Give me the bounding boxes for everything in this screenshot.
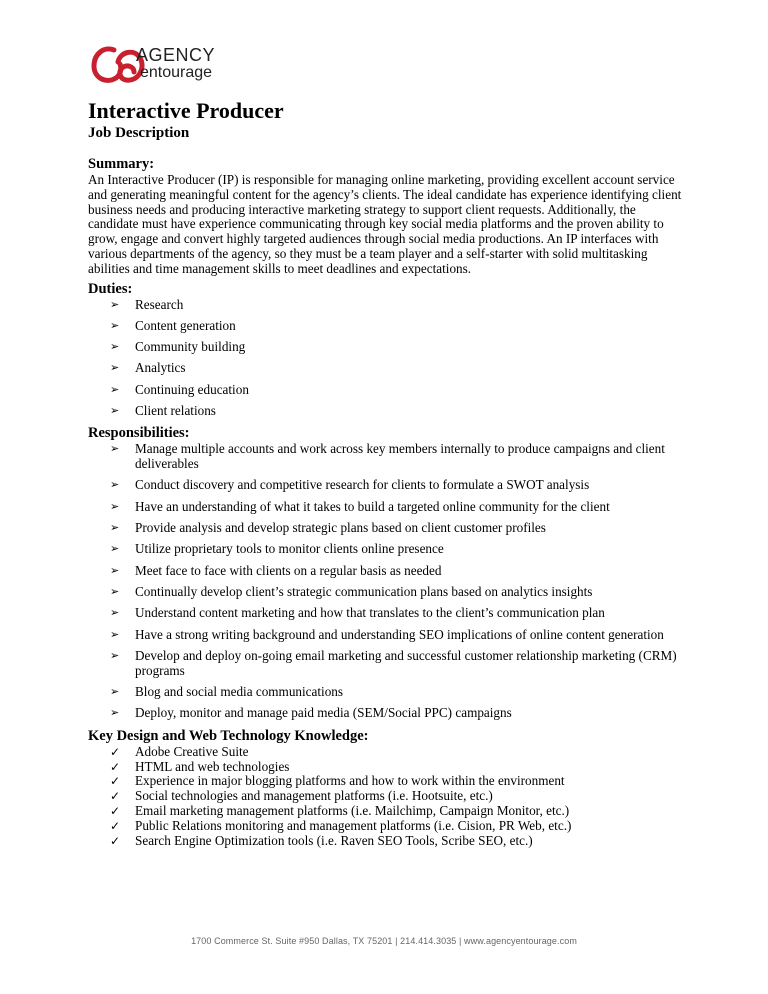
checkmark-icon: ✓ (110, 819, 121, 834)
list-item: ➢ Research (110, 296, 184, 312)
arrow-bullet-icon: ➢ (110, 563, 120, 577)
arrow-bullet-icon: ➢ (110, 627, 120, 641)
list-item: ✓ Adobe Creative Suite (110, 743, 249, 759)
arrow-bullet-icon: ➢ (110, 684, 120, 698)
arrow-bullet-icon: ➢ (110, 361, 120, 375)
list-item: ➢ Client relations (110, 403, 216, 419)
list-item: ➢ Manage multiple accounts and work across key members internally to produce campaigns and client deliverables (110, 441, 665, 472)
list-item: ➢ Deploy, monitor and manage paid media (SEM/Social PPC) campaigns (110, 705, 512, 721)
page-subtitle: Job Description (88, 125, 190, 141)
duties-section (88, 281, 688, 419)
list-item: ✓ Experience in major blogging platforms and how to work within the environment (110, 773, 565, 789)
checkmark-icon: ✓ (110, 804, 121, 819)
list-item: ➢ Develop and deploy on-going email marketing and successful customer relationship marketing (CRM) programs (110, 647, 677, 678)
arrow-bullet-icon: ➢ (110, 542, 120, 556)
list-item: ✓ HTML and web technologies (110, 758, 290, 774)
duties-list (88, 298, 688, 419)
list-item: ➢ Continually develop client’s strategic communication plans based on analytics insights (110, 583, 593, 599)
list-item: ➢ Meet face to face with clients on a regular basis as needed (110, 562, 442, 578)
checkmark-icon: ✓ (110, 759, 121, 774)
arrow-bullet-icon: ➢ (110, 499, 120, 513)
arrow-bullet-icon: ➢ (110, 521, 120, 535)
responsibilities-heading: Responsibilities: (88, 425, 190, 442)
list-item: ✓ Email marketing management platforms (i.e. Mailchimp, Campaign Monitor, etc.) (110, 803, 570, 819)
checkmark-icon: ✓ (110, 834, 121, 849)
list-item: ✓ Social technologies and management platforms (i.e. Hootsuite, etc.) (110, 788, 493, 804)
checkmark-icon: ✓ (110, 789, 121, 804)
page-title: Interactive Producer (88, 98, 284, 123)
responsibilities-section (88, 425, 688, 721)
arrow-bullet-icon: ➢ (110, 297, 120, 311)
arrow-bullet-icon: ➢ (110, 404, 120, 418)
list-item: ➢ Utilize proprietary tools to monitor clients online presence (110, 541, 444, 557)
checkmark-icon: ✓ (110, 744, 121, 759)
page-footer: 1700 Commerce St. Suite #950 Dallas, TX 75201 | 214.414.3035 | www.agencyentourage.com (191, 936, 577, 946)
arrow-bullet-icon: ➢ (110, 340, 120, 354)
duties-heading: Duties: (88, 280, 133, 297)
list-item: ➢ Have an understanding of what it takes to build a targeted online community for the client (110, 498, 610, 514)
list-item: ➢ Content generation (110, 317, 236, 333)
arrow-bullet-icon: ➢ (110, 606, 120, 620)
agency-entourage-logo (90, 40, 250, 90)
arrow-bullet-icon: ➢ (110, 584, 120, 598)
list-item: ➢ Analytics (110, 360, 186, 376)
list-item: ➢ Community building (110, 339, 246, 355)
arrow-bullet-icon: ➢ (110, 442, 120, 456)
list-item: ➢ Conduct discovery and competitive research for clients to formulate a SWOT analysis (110, 477, 590, 493)
list-item: ➢ Understand content marketing and how that translates to the client’s communication plan (110, 605, 605, 621)
logo-word-entourage: entourage (140, 64, 213, 81)
knowledge-list (88, 745, 688, 850)
document-body (88, 156, 688, 849)
list-item: ✓ Public Relations monitoring and management platforms (i.e. Cision, PR Web, etc.) (110, 818, 572, 834)
list-item: ➢ Continuing education (110, 381, 249, 397)
list-item: ➢ Have a strong writing background and understanding SEO implications of online content generation (110, 626, 664, 642)
arrow-bullet-icon: ➢ (110, 478, 120, 492)
responsibilities-list (88, 442, 688, 721)
knowledge-section (88, 728, 688, 850)
arrow-bullet-icon: ➢ (110, 382, 120, 396)
list-item: ➢ Provide analysis and develop strategic plans based on client customer profiles (110, 520, 546, 536)
arrow-bullet-icon: ➢ (110, 318, 120, 332)
knowledge-heading: Key Design and Web Technology Knowledge: (88, 727, 369, 744)
summary-section (88, 156, 688, 277)
logo-word-agency: AGENCY (136, 45, 216, 65)
checkmark-icon: ✓ (110, 774, 121, 789)
summary-heading: Summary: (88, 156, 155, 172)
arrow-bullet-icon: ➢ (110, 706, 120, 720)
list-item: ➢ Blog and social media communications (110, 683, 344, 699)
arrow-bullet-icon: ➢ (110, 648, 120, 662)
list-item: ✓ Search Engine Optimization tools (i.e. Raven SEO Tools, Scribe SEO, etc.) (110, 833, 533, 849)
summary-text: An Interactive Producer (IP) is responsible for managing online marketing, providing excellent account service and generating meaningful content for the agency’s clients. The ideal candidate has experience identifying client business needs and producing interactive marketing strategy to support client requests. Additionally, the candidate must have experience communicating through key social media platforms and the proven ability to grow, engage and convert highly targeted audiences through social media productions. An IP interfaces with various departments of the agency, so they must be a team player and a self-starter with solid multitasking abilities and time management skills to meet deadlines and expectations. (88, 172, 682, 276)
